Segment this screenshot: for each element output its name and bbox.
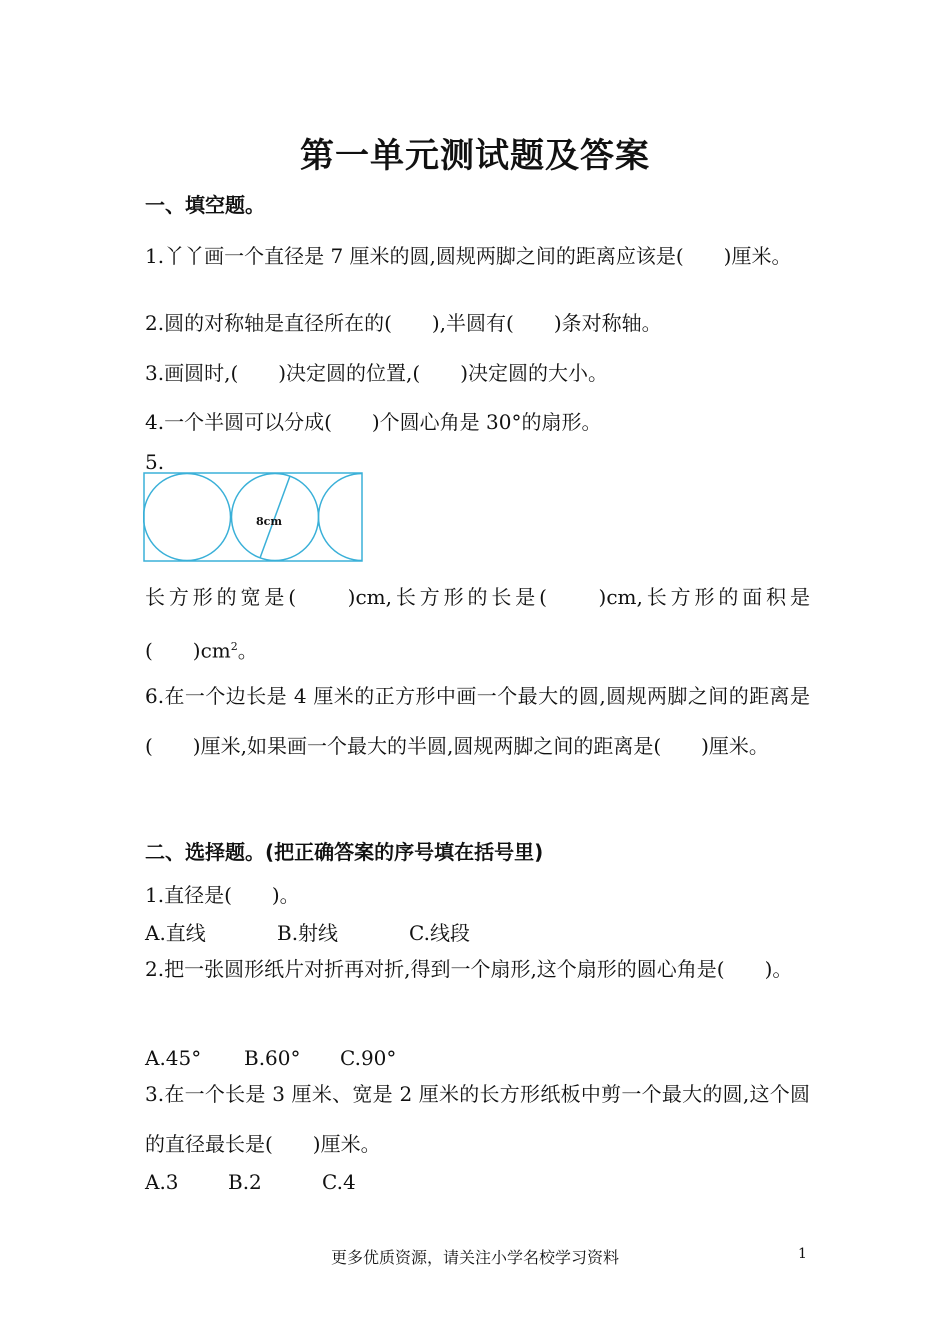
question-fill-5-end: 。	[237, 638, 258, 663]
choice-3-option-c: C.4	[322, 1170, 356, 1194]
question-choice-1: 1.直径是( )。	[145, 883, 300, 907]
choice-1-option-b: B.射线	[277, 921, 339, 945]
page-title: 第一单元测试题及答案	[300, 136, 650, 176]
choice-1-option-c: C.线段	[409, 921, 470, 945]
figure-circle-1	[144, 474, 231, 561]
section-heading-choice: 二、选择题。(把正确答案的序号填在括号里)	[145, 840, 544, 864]
question-fill-3: 3.画圆时,( )决定圆的位置,( )决定圆的大小。	[145, 361, 609, 385]
question-fill-5-text: 长方形的宽是( )cm,长方形的长是( )cm,长方形的面积是( )cm	[145, 585, 810, 663]
choice-2-option-a: A.45°	[145, 1046, 202, 1070]
figure-half-circle	[319, 474, 363, 561]
choice-2-option-c: C.90°	[340, 1046, 397, 1070]
question-fill-1: 1.丫丫画一个直径是 7 厘米的圆,圆规两脚之间的距离应该是( )厘米。	[145, 244, 792, 268]
choice-2-option-b: B.60°	[244, 1046, 301, 1070]
rectangle-circles-figure	[143, 472, 363, 562]
figure-rectangle	[144, 473, 362, 561]
question-choice-2: 2.把一张圆形纸片对折再对折,得到一个扇形,这个扇形的圆心角是( )。	[145, 957, 793, 981]
question-fill-5	[145, 572, 810, 676]
question-fill-5-number: 5.	[145, 450, 165, 474]
question-fill-6: 6.在一个边长是 4 厘米的正方形中画一个最大的圆,圆规两脚之间的距离是( )厘米,如果画一个最大的半圆,圆规两脚之间的距离是( )厘米。	[145, 684, 810, 758]
choice-3-option-a: A.3	[145, 1170, 179, 1194]
question-choice-3: 3.在一个长是 3 厘米、宽是 2 厘米的长方形纸板中剪一个最大的圆,这个圆的直径最长是( )厘米。	[145, 1082, 810, 1156]
question-fill-4: 4.一个半圆可以分成( )个圆心角是 30°的扇形。	[145, 410, 602, 434]
section-heading-fill-blank: 一、填空题。	[145, 193, 265, 217]
question-fill-5-superscript: 2	[230, 640, 238, 653]
page-number: 1	[798, 1246, 807, 1262]
choice-3-option-b: B.2	[228, 1170, 262, 1194]
footer-note: 更多优质资源，请关注小学名校学习资料	[330, 1248, 619, 1267]
question-fill-2: 2.圆的对称轴是直径所在的( ),半圆有( )条对称轴。	[145, 311, 662, 335]
choice-1-option-a: A.直线	[145, 921, 206, 945]
figure-diameter-label: 8cm	[256, 515, 282, 528]
